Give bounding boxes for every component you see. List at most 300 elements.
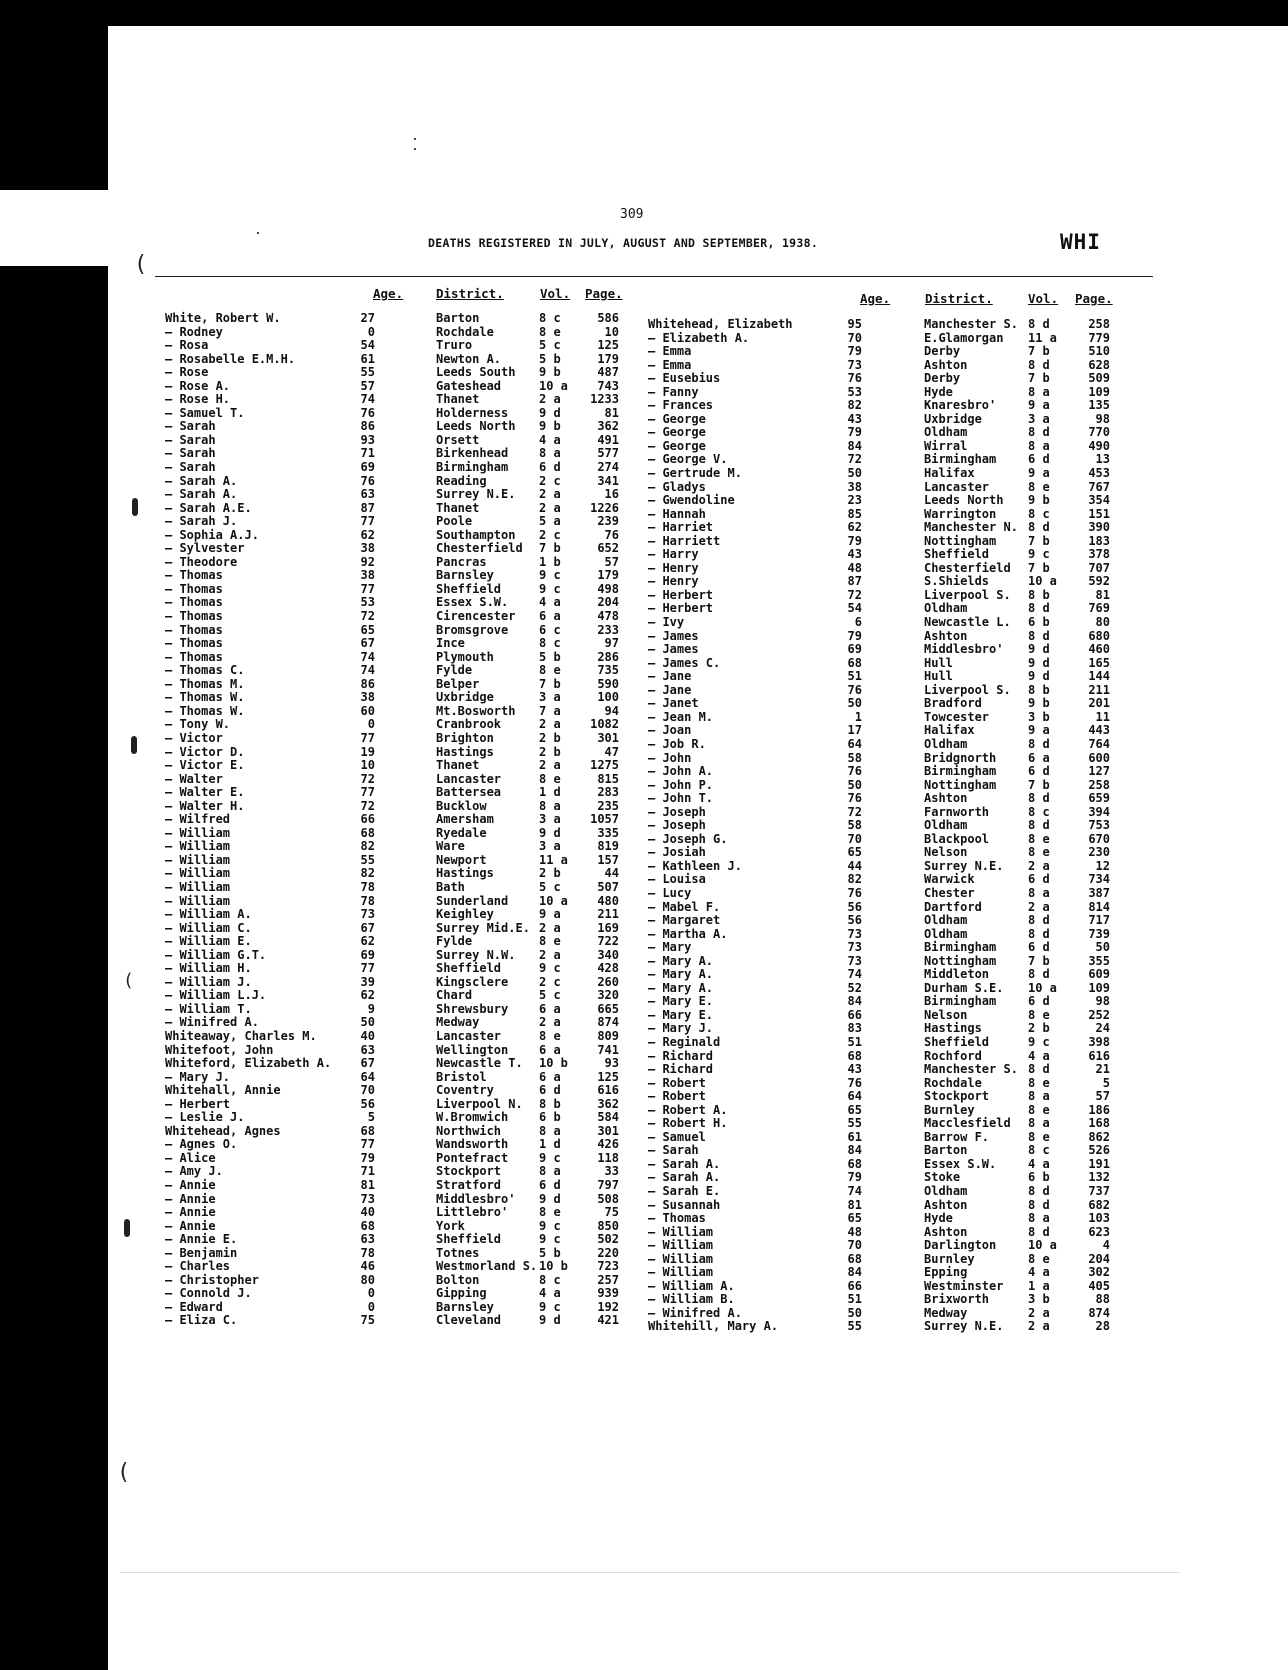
scanner-margin-tab [0, 190, 108, 266]
register-entry [165, 1193, 625, 1207]
entry-district: Sheffield [924, 547, 990, 562]
entry-name: — Thomas [165, 595, 223, 610]
entry-age: 65 [847, 1102, 862, 1117]
entry-name: — Robert H. [648, 1116, 728, 1131]
entry-age: 48 [847, 1224, 862, 1239]
entry-name: — Annie [165, 1191, 216, 1206]
entry-age: 74 [360, 392, 375, 407]
entry-vol: 9 d [539, 825, 561, 840]
entry-age: 76 [847, 682, 862, 697]
entry-vol: 3 a [539, 690, 561, 705]
entry-vol: 9 a [1028, 398, 1050, 413]
entry-district: Surrey N.E. [436, 487, 516, 502]
register-entry [165, 800, 625, 814]
entry-page: 428 [597, 961, 619, 976]
entry-age: 50 [847, 696, 862, 711]
entry-page: 874 [597, 1015, 619, 1030]
entry-vol: 6 b [1028, 1170, 1050, 1185]
entry-district: Nelson [924, 1007, 968, 1022]
entry-vol: 1 d [539, 785, 561, 800]
entry-vol: 8 a [539, 798, 561, 813]
entry-name: Whiteford, Elizabeth A. [165, 1056, 332, 1071]
register-entry [165, 434, 625, 448]
entry-vol: 6 d [1028, 940, 1050, 955]
entry-page: 204 [597, 595, 619, 610]
entry-name: — Leslie J. [165, 1110, 245, 1125]
entry-name: — Josiah [648, 845, 706, 860]
entry-age: 64 [360, 1069, 375, 1084]
register-entry [648, 616, 1108, 630]
entry-page: 510 [1088, 344, 1110, 359]
entry-district: Dartford [924, 899, 982, 914]
entry-district: Essex S.W. [436, 595, 509, 610]
entry-page: 592 [1088, 574, 1110, 589]
entry-name: — Frances [648, 398, 714, 413]
entry-page: 301 [597, 1123, 619, 1138]
entry-vol: 6 d [539, 1083, 561, 1098]
register-entry [648, 521, 1108, 535]
entry-page: 98 [1095, 994, 1110, 1009]
register-entry [648, 1063, 1108, 1077]
entry-age: 93 [360, 432, 375, 447]
entry-name: — Mary A. [648, 967, 714, 982]
entry-age: 79 [847, 344, 862, 359]
entry-name: — Richard [648, 1048, 714, 1063]
entry-age: 73 [847, 357, 862, 372]
entry-age: 38 [360, 541, 375, 556]
entry-name: — Samuel [648, 1129, 706, 1144]
entry-vol: 3 b [1028, 1292, 1050, 1307]
entry-vol: 6 a [539, 1069, 561, 1084]
entry-vol: 6 d [1028, 452, 1050, 467]
entry-district: Chester [924, 885, 975, 900]
entry-district: Hyde [924, 1211, 953, 1226]
entry-name: — John T. [648, 791, 714, 806]
entry-page: 586 [597, 311, 619, 325]
register-entry [648, 846, 1108, 860]
register-entry [648, 426, 1108, 440]
entry-page: 191 [1088, 1156, 1110, 1171]
entry-vol: 2 c [539, 527, 561, 542]
entry-district: Cirencester [436, 609, 516, 624]
entry-page: 4 [1102, 1238, 1110, 1253]
entry-district: Fylde [436, 934, 473, 949]
entry-name: — Samuel T. [165, 405, 245, 420]
register-entry [648, 1117, 1108, 1131]
register-entry [648, 670, 1108, 684]
entry-name: — Job R. [648, 736, 706, 751]
entry-district: Surrey N.E. [924, 858, 1004, 873]
register-entry [165, 1098, 625, 1112]
entry-district: Leeds North [924, 493, 1004, 508]
register-entry [165, 556, 625, 570]
entry-vol: 2 b [1028, 1021, 1050, 1036]
entry-age: 67 [360, 920, 375, 935]
entry-page: 257 [597, 1272, 619, 1287]
entry-age: 65 [360, 622, 375, 637]
entry-vol: 1 a [1028, 1278, 1050, 1293]
register-entry [165, 542, 625, 556]
entry-vol: 8 e [1028, 479, 1050, 494]
entry-page: 211 [1088, 682, 1110, 697]
entry-page: 211 [597, 907, 619, 922]
entry-name: — Winifred A. [165, 1015, 259, 1030]
entry-district: Manchester S. [924, 317, 1018, 331]
entry-age: 81 [360, 1178, 375, 1192]
entry-vol: 7 b [1028, 533, 1050, 548]
entry-vol: 2 a [539, 487, 561, 502]
entry-district: Rochdale [436, 324, 494, 339]
entry-page: 797 [597, 1178, 619, 1192]
entry-district: Lancaster [924, 479, 990, 494]
entry-page: 819 [597, 839, 619, 854]
entry-district: Manchester S. [924, 1062, 1018, 1077]
entry-district: Towcester [924, 709, 990, 724]
entry-age: 70 [360, 1083, 375, 1098]
entry-age: 55 [847, 1116, 862, 1131]
header-page: Page. [1075, 291, 1113, 306]
entry-name: — Mary A. [648, 953, 714, 968]
entry-vol: 5 b [539, 649, 561, 664]
entry-district: Birmingham [436, 460, 509, 475]
register-entry [165, 678, 625, 692]
entry-name: — Thomas [165, 581, 223, 596]
register-entry [648, 860, 1108, 874]
entry-page: 680 [1088, 628, 1110, 643]
entry-age: 53 [847, 384, 862, 399]
register-entry [165, 1084, 625, 1098]
register-entry [165, 1003, 625, 1017]
entry-vol: 8 e [1028, 1007, 1050, 1022]
entry-vol: 8 a [539, 1164, 561, 1179]
entry-name: — Theodore [165, 554, 238, 569]
entry-age: 64 [847, 736, 862, 751]
entry-vol: 8 e [539, 1028, 561, 1043]
entry-age: 73 [360, 1191, 375, 1206]
register-entry [648, 372, 1108, 386]
entry-district: Sheffield [436, 581, 502, 596]
entry-page: 11 [1095, 709, 1110, 724]
entry-vol: 7 a [539, 703, 561, 718]
entry-name: — William [165, 825, 231, 840]
entry-page: 734 [1088, 872, 1110, 887]
entry-age: 50 [360, 1015, 375, 1030]
entry-page: 88 [1095, 1292, 1110, 1307]
entry-page: 722 [597, 934, 619, 949]
entry-age: 53 [360, 595, 375, 610]
entry-page: 764 [1088, 736, 1110, 751]
entry-age: 92 [360, 554, 375, 569]
entry-age: 9 [367, 1001, 375, 1016]
entry-district: Chard [436, 988, 473, 1003]
entry-vol: 8 e [1028, 1251, 1050, 1266]
entry-page: 10 [604, 324, 619, 339]
entry-district: Newcastle L. [924, 615, 1011, 630]
entry-district: Farnworth [924, 804, 990, 819]
entry-page: 378 [1088, 547, 1110, 562]
register-entry [648, 982, 1108, 996]
entry-page: 652 [597, 541, 619, 556]
entry-vol: 2 a [539, 500, 561, 515]
entry-name: — Rose [165, 365, 209, 380]
entry-district: Halifax [924, 723, 975, 738]
register-entry [165, 705, 625, 719]
entry-age: 85 [847, 506, 862, 521]
entry-district: Liverpool S. [924, 587, 1011, 602]
entry-page: 577 [597, 446, 619, 461]
entry-page: 144 [1088, 669, 1110, 684]
entry-district: Oldham [924, 818, 968, 833]
register-entry [165, 488, 625, 502]
register-entry [648, 1226, 1108, 1240]
entry-page: 47 [604, 744, 619, 759]
entry-age: 79 [847, 425, 862, 440]
header-vol: Vol. [540, 286, 571, 301]
register-entry [165, 475, 625, 489]
register-entry [648, 833, 1108, 847]
entry-age: 56 [847, 899, 862, 914]
entry-page: 186 [1088, 1102, 1110, 1117]
entry-age: 79 [360, 1150, 375, 1165]
entry-vol: 2 a [539, 392, 561, 407]
entry-age: 65 [847, 845, 862, 860]
entry-age: 68 [360, 825, 375, 840]
entry-name: Whitehill, Mary A. [648, 1319, 779, 1334]
entry-name: — Victor [165, 730, 223, 745]
entry-name: — William H. [165, 961, 252, 976]
binding-bracket-icon: ( [134, 252, 148, 277]
entry-name: — William T. [165, 1001, 252, 1016]
entry-name: — John A. [648, 764, 714, 779]
entry-vol: 8 d [1028, 1224, 1050, 1239]
header-age: Age. [373, 286, 404, 301]
entry-age: 84 [847, 1143, 862, 1158]
entry-district: Southampton [436, 527, 516, 542]
register-entry [648, 941, 1108, 955]
entry-page: 809 [597, 1028, 619, 1043]
entry-page: 341 [597, 473, 619, 488]
entry-name: — Thomas W. [165, 690, 245, 705]
entry-district: E.Glamorgan [924, 330, 1004, 345]
entry-district: Surrey N.W. [436, 947, 516, 962]
entry-district: Cleveland [436, 1313, 502, 1328]
register-entry [165, 867, 625, 881]
entry-name: — Sarah [165, 419, 216, 434]
bottom-edge [120, 1572, 1180, 1573]
entry-vol: 2 a [1028, 899, 1050, 914]
entry-district: Ince [436, 636, 465, 651]
entry-name: — Annie [165, 1178, 216, 1192]
entry-district: Bridgnorth [924, 750, 997, 765]
entry-age: 82 [360, 866, 375, 881]
entry-page: 125 [597, 338, 619, 353]
entry-district: Leeds South [436, 365, 516, 380]
register-entry [648, 1239, 1108, 1253]
register-entry [165, 813, 625, 827]
entry-name: — Sarah [165, 432, 216, 447]
entry-vol: 3 b [1028, 709, 1050, 724]
entry-name: — Thomas [648, 1211, 706, 1226]
header-rule [155, 276, 1153, 277]
entry-age: 55 [360, 852, 375, 867]
entry-age: 27 [360, 311, 375, 325]
entry-vol: 8 c [1028, 506, 1050, 521]
register-entry [165, 1301, 625, 1315]
entry-age: 63 [360, 1232, 375, 1247]
entry-age: 1 [854, 709, 862, 724]
register-entry [648, 318, 1108, 332]
entry-age: 79 [847, 533, 862, 548]
entry-district: Warrington [924, 506, 997, 521]
entry-name: — Elizabeth A. [648, 330, 750, 345]
register-entry [648, 1171, 1108, 1185]
entry-name: — Annie E. [165, 1232, 238, 1247]
entry-age: 76 [360, 473, 375, 488]
entry-page: 862 [1088, 1129, 1110, 1144]
entry-district: Hull [924, 655, 953, 670]
entry-district: Plymouth [436, 649, 494, 664]
entry-age: 82 [360, 839, 375, 854]
entry-district: Sheffield [436, 1232, 502, 1247]
entry-district: Newcastle T. [436, 1056, 523, 1071]
entry-name: — Walter E. [165, 785, 245, 800]
register-entry [165, 339, 625, 353]
entry-age: 55 [847, 1319, 862, 1334]
entry-district: Barrow F. [924, 1129, 990, 1144]
entry-page: 169 [597, 920, 619, 935]
entry-vol: 9 c [539, 1299, 561, 1314]
entry-vol: 8 c [539, 1272, 561, 1287]
register-entry [165, 786, 625, 800]
entry-page: 741 [597, 1042, 619, 1057]
entry-vol: 2 a [539, 717, 561, 732]
entry-district: Oldham [924, 913, 968, 928]
register-entry [648, 887, 1108, 901]
entry-page: 398 [1088, 1034, 1110, 1049]
entry-page: 600 [1088, 750, 1110, 765]
entry-district: Birmingham [924, 940, 997, 955]
entry-page: 394 [1088, 804, 1110, 819]
entry-age: 84 [847, 1265, 862, 1280]
entry-name: — Margaret [648, 913, 721, 928]
entry-page: 258 [1088, 777, 1110, 792]
entry-vol: 8 e [1028, 1075, 1050, 1090]
register-entry [648, 440, 1108, 454]
entry-page: 109 [1088, 980, 1110, 995]
register-entry [165, 1044, 625, 1058]
entry-name: — Fanny [648, 384, 699, 399]
entry-page: 767 [1088, 479, 1110, 494]
register-entry [165, 366, 625, 380]
entry-name: — Herbert [648, 587, 714, 602]
entry-district: Ryedale [436, 825, 487, 840]
entry-page: 98 [1095, 411, 1110, 426]
entry-age: 50 [847, 466, 862, 481]
entry-district: Gipping [436, 1286, 487, 1301]
entry-name: — Agnes O. [165, 1137, 238, 1152]
entry-page: 320 [597, 988, 619, 1003]
speck [257, 232, 259, 234]
entry-vol: 8 d [1028, 520, 1050, 535]
entry-district: Hastings [924, 1021, 982, 1036]
register-entry [648, 968, 1108, 982]
entry-page: 814 [1088, 899, 1110, 914]
entry-vol: 2 c [539, 473, 561, 488]
entry-district: Oldham [924, 1184, 968, 1198]
entry-page: 508 [597, 1191, 619, 1206]
entry-name: — Rosa [165, 338, 209, 353]
entry-page: 616 [597, 1083, 619, 1098]
entry-district: Derby [924, 344, 961, 359]
entry-vol: 9 c [539, 1150, 561, 1165]
register-entry [165, 840, 625, 854]
entry-name: — Gertrude M. [648, 466, 742, 481]
entry-vol: 8 a [539, 1123, 561, 1138]
entry-name: — Eliza C. [165, 1313, 238, 1328]
entry-vol: 8 c [539, 311, 561, 325]
entry-name: — William [648, 1238, 714, 1253]
entry-district: Brighton [436, 730, 494, 745]
register-entry [648, 684, 1108, 698]
entry-district: Uxbridge [436, 690, 494, 705]
register-entry [648, 1320, 1108, 1334]
entry-age: 10 [360, 758, 375, 773]
entry-vol: 8 c [1028, 804, 1050, 819]
entry-age: 38 [847, 479, 862, 494]
register-entry [165, 718, 625, 732]
entry-vol: 8 e [1028, 1129, 1050, 1144]
entry-district: Birmingham [924, 452, 997, 467]
entry-age: 39 [360, 974, 375, 989]
entry-age: 66 [360, 812, 375, 827]
entry-vol: 8 e [539, 324, 561, 339]
binding-bracket-icon: ( [123, 970, 134, 991]
entry-name: — Harriet [648, 520, 714, 535]
entry-page: 132 [1088, 1170, 1110, 1185]
register-entry [165, 881, 625, 895]
entry-name: — Thomas C. [165, 663, 245, 678]
entry-page: 659 [1088, 791, 1110, 806]
register-entry [648, 1144, 1108, 1158]
entry-district: S.Shields [924, 574, 990, 589]
entry-age: 82 [847, 398, 862, 413]
entry-page: 850 [597, 1218, 619, 1233]
entry-page: 526 [1088, 1143, 1110, 1158]
entry-age: 62 [360, 527, 375, 542]
entry-page: 28 [1095, 1319, 1110, 1334]
entry-vol: 8 d [1028, 357, 1050, 372]
entry-name: — Sarah [648, 1143, 699, 1158]
entry-page: 628 [1088, 357, 1110, 372]
entry-age: 0 [367, 717, 375, 732]
entry-page: 421 [597, 1313, 619, 1328]
register-entry [165, 854, 625, 868]
register-entry [165, 569, 625, 583]
entry-vol: 6 c [539, 622, 561, 637]
register-entry [165, 922, 625, 936]
entry-name: — Mary A. [648, 980, 714, 995]
entry-vol: 8 b [1028, 682, 1050, 697]
entry-vol: 7 b [1028, 371, 1050, 386]
entry-page: 1226 [590, 500, 619, 515]
entry-district: Pancras [436, 554, 487, 569]
entry-name: — William E. [165, 934, 252, 949]
entry-district: Burnley [924, 1102, 975, 1117]
entry-age: 86 [360, 419, 375, 434]
binding-hole-icon [131, 736, 137, 754]
register-entry [648, 819, 1108, 833]
entry-district: Stockport [436, 1164, 502, 1179]
